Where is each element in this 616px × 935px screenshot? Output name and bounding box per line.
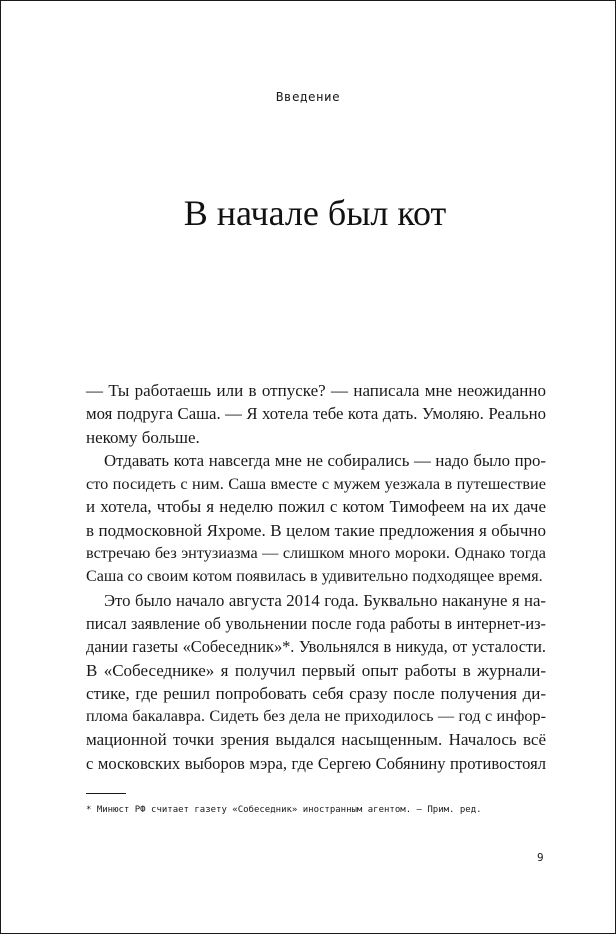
text-line: Саша со своим котом появилась в удивительно подходящее время. <box>86 568 543 586</box>
text-line: писал заявление об увольнении после года работы в интернет-из- <box>86 613 546 633</box>
footnote-divider <box>86 793 126 794</box>
text-line: встречаю без энтузиазма — слишком много мороки. Однако тогда <box>86 544 546 563</box>
text-line: — Ты работаешь или в отпуске? — написала мне неожиданно <box>86 381 546 400</box>
text-line: В «Собеседнике» я получил первый опыт работы в журнали- <box>86 660 546 680</box>
footnote: * Минюст РФ считает газету «Собеседник» иностранным агентом. — Прим. ред. <box>86 805 482 815</box>
text-line: Это было начало августа 2014 года. Буквально накануне я на- <box>104 590 546 610</box>
text-line: Отдавать кота навсегда мне не собирались — надо было про- <box>104 450 546 470</box>
text-line: дании газеты «Собеседник»*. Увольнялся в никуда, от усталости. <box>86 637 546 657</box>
text-line: плома бакалавра. Сидеть без дела не приходилось — год с инфор- <box>86 707 546 726</box>
text-line: с московских выборов мэра, где Сергею Собянину противостоял <box>86 753 546 773</box>
text-line: в подмосковной Яхроме. В целом такие предложения я обычно <box>86 520 546 540</box>
text-line: мационной точки зрения выдался насыщенным. Началось всё <box>86 730 546 750</box>
page-number: 9 <box>537 851 544 864</box>
text-line: стике, где решил попробовать себя сразу после получения ди- <box>86 683 546 703</box>
text-line: моя подруга Саша. — Я хотела тебе кота дать. Умоляю. Реально <box>86 404 546 424</box>
text-line: сто посидеть с ним. Саша вместе с мужем уезжала в путешествие <box>86 474 546 494</box>
text-line: некому больше. <box>86 427 200 447</box>
text-line: и хотела, чтобы я неделю пожил с котом Тимофеем на их даче <box>86 497 546 517</box>
body-text <box>86 379 546 775</box>
chapter-title: В начале был кот <box>183 193 447 233</box>
chapter-label: Введение <box>275 89 341 104</box>
